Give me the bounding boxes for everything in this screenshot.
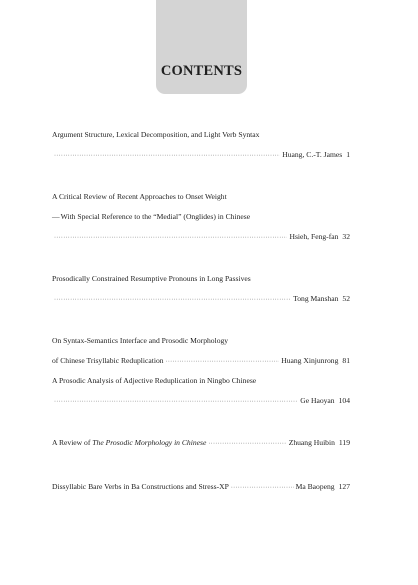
dot-leader bbox=[54, 151, 280, 161]
em-dash: — bbox=[52, 212, 60, 221]
entry-page: 32 bbox=[342, 232, 350, 241]
page-title: CONTENTS bbox=[160, 63, 243, 79]
entry-title: Dissyllabic Bare Verbs in Ba Constructions and Stress-XP bbox=[52, 482, 229, 491]
entry-author: Huang Xinjunrong bbox=[281, 356, 339, 365]
toc-entry-6[interactable] bbox=[52, 438, 350, 449]
dot-leader bbox=[54, 397, 298, 407]
toc-entry-2-title[interactable] bbox=[52, 192, 350, 202]
toc-entry-1-leader[interactable] bbox=[52, 150, 350, 161]
entry-author: Hsieh, Feng-fan bbox=[289, 232, 339, 241]
entry-author: Tong Manshan bbox=[293, 294, 339, 303]
entry-page: 127 bbox=[338, 482, 350, 491]
entry-subtitle: With Special Reference to the “Medial” (Onglides) in Chinese bbox=[60, 212, 251, 221]
toc-entry-5-title[interactable] bbox=[52, 376, 350, 386]
entry-title: A Critical Review of Recent Approaches to Onset Weight bbox=[52, 192, 227, 201]
entry-page: 119 bbox=[338, 438, 350, 447]
entry-page: 104 bbox=[338, 396, 350, 405]
toc-entry-7[interactable] bbox=[52, 482, 350, 493]
entry-page: 1 bbox=[346, 150, 350, 159]
entry-author: Huang, C.-T. James bbox=[282, 150, 343, 159]
entry-title: On Syntax-Semantics Interface and Prosodic Morphology bbox=[52, 336, 229, 345]
entry-title-italic: The Prosodic Morphology in Chinese bbox=[92, 438, 207, 447]
toc-entry-4-leader[interactable] bbox=[52, 356, 350, 367]
entry-title-prefix: A Review of bbox=[52, 438, 91, 447]
dot-leader bbox=[208, 439, 286, 449]
entry-author: Zhuang Huibin bbox=[288, 438, 335, 447]
toc-entry-3-title[interactable] bbox=[52, 274, 350, 284]
toc-entry-2-leader[interactable] bbox=[52, 232, 350, 243]
entry-page: 52 bbox=[342, 294, 350, 303]
entry-title: A Prosodic Analysis of Adjective Reduplication in Ningbo Chinese bbox=[52, 376, 257, 385]
toc-entry-3-leader[interactable] bbox=[52, 294, 350, 305]
entry-title: Prosodically Constrained Resumptive Pronouns in Long Passives bbox=[52, 274, 251, 283]
toc-entry-4-title[interactable] bbox=[52, 336, 350, 346]
dot-leader bbox=[231, 483, 294, 493]
entry-page: 81 bbox=[342, 356, 350, 365]
toc-entry-1-title[interactable] bbox=[52, 130, 350, 140]
dot-leader bbox=[54, 233, 287, 243]
dot-leader bbox=[54, 295, 291, 305]
entry-author: Ge Haoyan bbox=[300, 396, 335, 405]
toc-entry-2-subtitle[interactable] bbox=[52, 212, 350, 222]
entry-author: Ma Baopeng bbox=[295, 482, 335, 491]
entry-title-cont: of Chinese Trisyllabic Reduplication bbox=[52, 356, 164, 365]
contents-tab bbox=[156, 0, 247, 94]
dot-leader bbox=[166, 357, 280, 367]
entry-title: Argument Structure, Lexical Decomposition, and Light Verb Syntax bbox=[52, 130, 260, 139]
toc-entry-5-leader[interactable] bbox=[52, 396, 350, 407]
